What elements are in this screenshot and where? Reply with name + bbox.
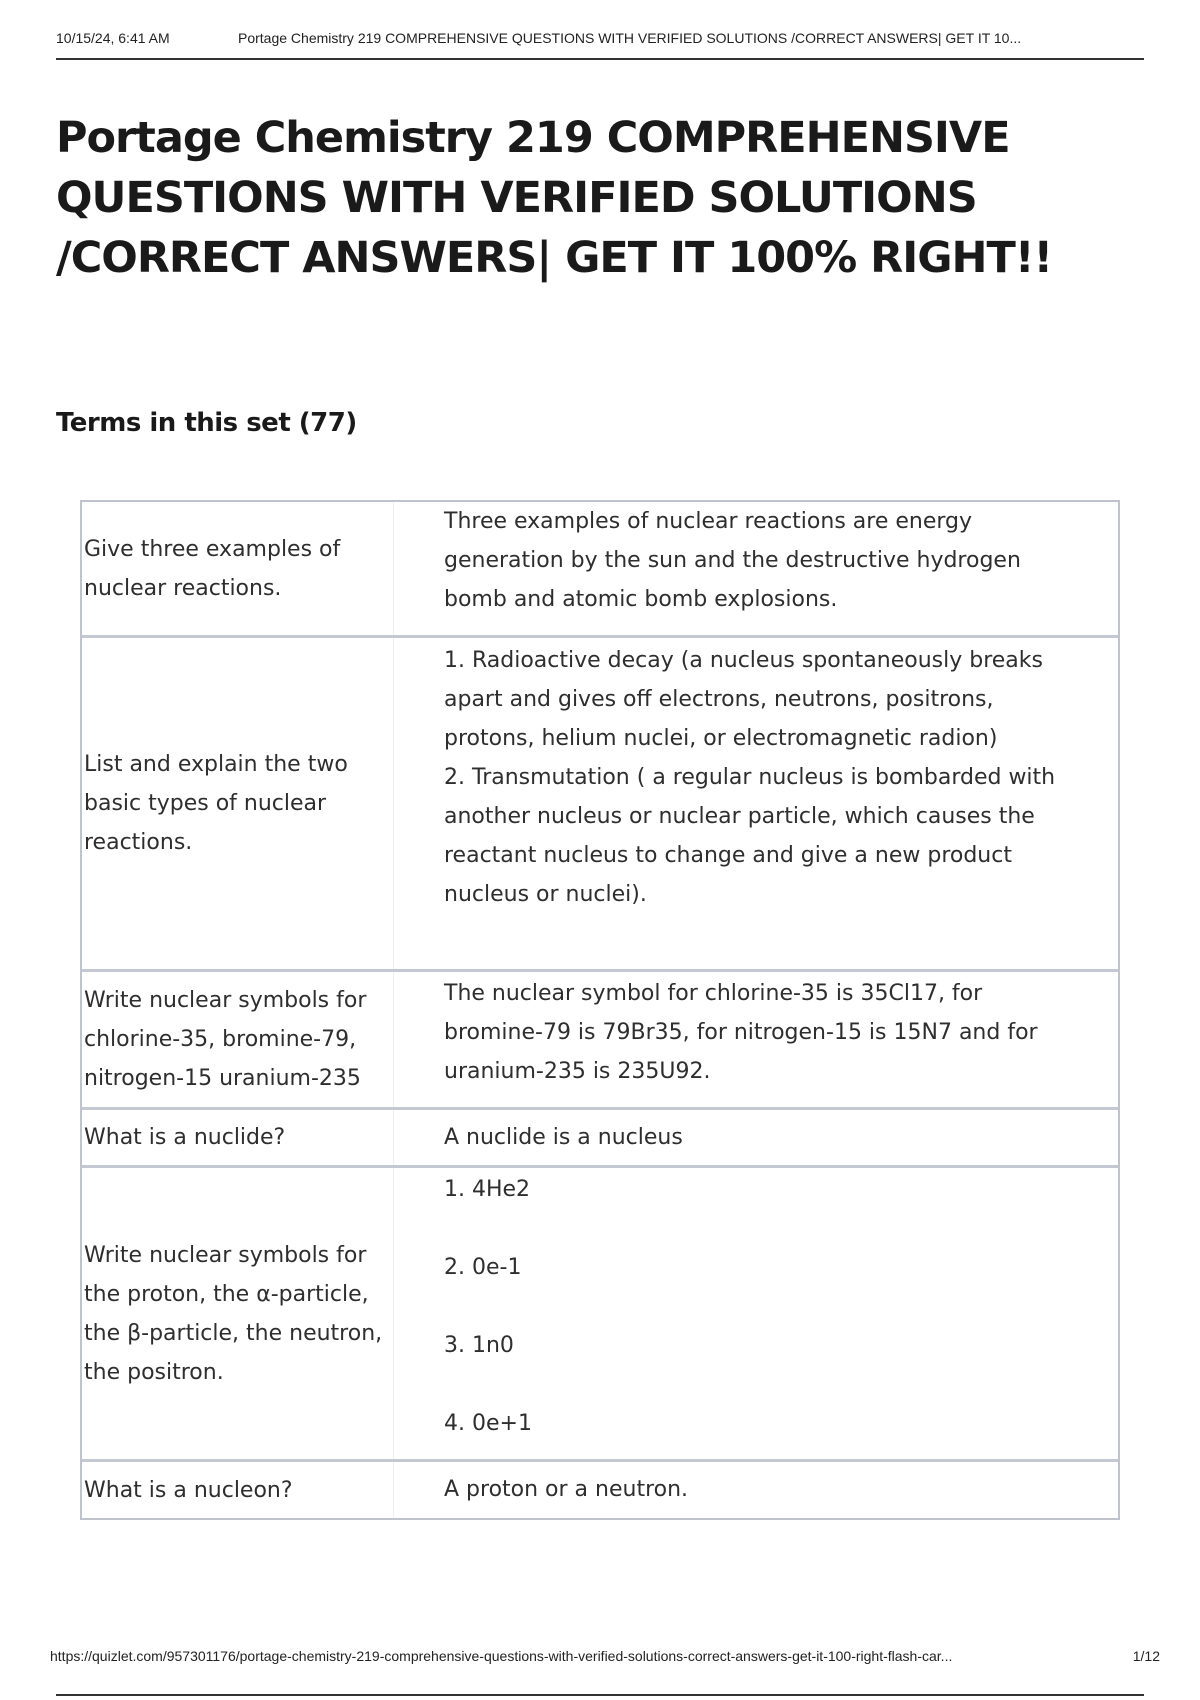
- definition-line: A nuclide is a nucleus: [444, 1125, 683, 1150]
- term-text: Write nuclear symbols for chlorine-35, bromine-79, nitrogen-15 uranium-235: [82, 972, 394, 1107]
- term-row: [82, 1110, 1118, 1168]
- definition-text: [394, 1462, 1118, 1518]
- term-text: What is a nucleon?: [82, 1462, 394, 1518]
- definition-line: 2. 0e-1: [444, 1255, 522, 1280]
- page-title: Portage Chemistry 219 COMPREHENSIVE QUESTIONS WITH VERIFIED SOLUTIONS /CORRECT ANSWERS| GET IT 100% RIGHT!!: [56, 113, 1053, 283]
- definition-text: [394, 502, 1118, 635]
- definition-line: 3. 1n0: [444, 1333, 514, 1358]
- footer-rule: [56, 1694, 1144, 1696]
- print-header: [56, 28, 1144, 60]
- definition-text: [394, 638, 1118, 969]
- term-text: Write nuclear symbols for the proton, the α-particle, the β-particle, the neutron, the positron.: [82, 1168, 394, 1459]
- print-doc-title: Portage Chemistry 219 COMPREHENSIVE QUESTIONS WITH VERIFIED SOLUTIONS /CORRECT ANSWERS| GET IT 10...: [238, 30, 1022, 46]
- page-number: 1/12: [1132, 1648, 1160, 1664]
- term-row: [82, 502, 1118, 638]
- term-row: [82, 1462, 1118, 1518]
- definition-text: [394, 1168, 1118, 1459]
- terms-table: [80, 500, 1120, 1520]
- definition-text: [394, 1110, 1118, 1165]
- definition-text: [394, 972, 1118, 1107]
- definition-line: The nuclear symbol for chlorine-35 is 35Cl17, for bromine-79 is 79Br35, for nitrogen-15 is 15N7 and for uranium-235 is 235U92.: [444, 981, 1038, 1084]
- term-row: [82, 972, 1118, 1110]
- term-text: What is a nuclide?: [82, 1110, 394, 1165]
- definition-line: 1. Radioactive decay (a nucleus spontaneously breaks apart and gives off electrons, neutrons, positrons, protons, helium nuclei, or electromagnetic radion): [444, 648, 1043, 751]
- definition-line: 4. 0e+1: [444, 1411, 532, 1436]
- term-text: List and explain the two basic types of nuclear reactions.: [82, 638, 394, 969]
- term-row: [82, 638, 1118, 972]
- definition-line: 2. Transmutation ( a regular nucleus is bombarded with another nucleus or nuclear particle, which causes the reactant nucleus to change and give a new product nucleus or nuclei).: [444, 765, 1056, 907]
- term-row: [82, 1168, 1118, 1462]
- definition-line: A proton or a neutron.: [444, 1477, 689, 1502]
- definition-line: Three examples of nuclear reactions are energy generation by the sun and the destructive hydrogen bomb and atomic bomb explosions.: [444, 509, 1021, 612]
- terms-set-heading: Terms in this set (77): [56, 408, 357, 438]
- term-text: Give three examples of nuclear reactions.: [82, 502, 394, 635]
- print-url: https://quizlet.com/957301176/portage-chemistry-219-comprehensive-questions-with-verified-solutions-correct-answers-get-it-100-right-flash-car...: [50, 1648, 953, 1664]
- print-date: 10/15/24, 6:41 AM: [56, 30, 170, 46]
- definition-line: 1. 4He2: [444, 1177, 531, 1202]
